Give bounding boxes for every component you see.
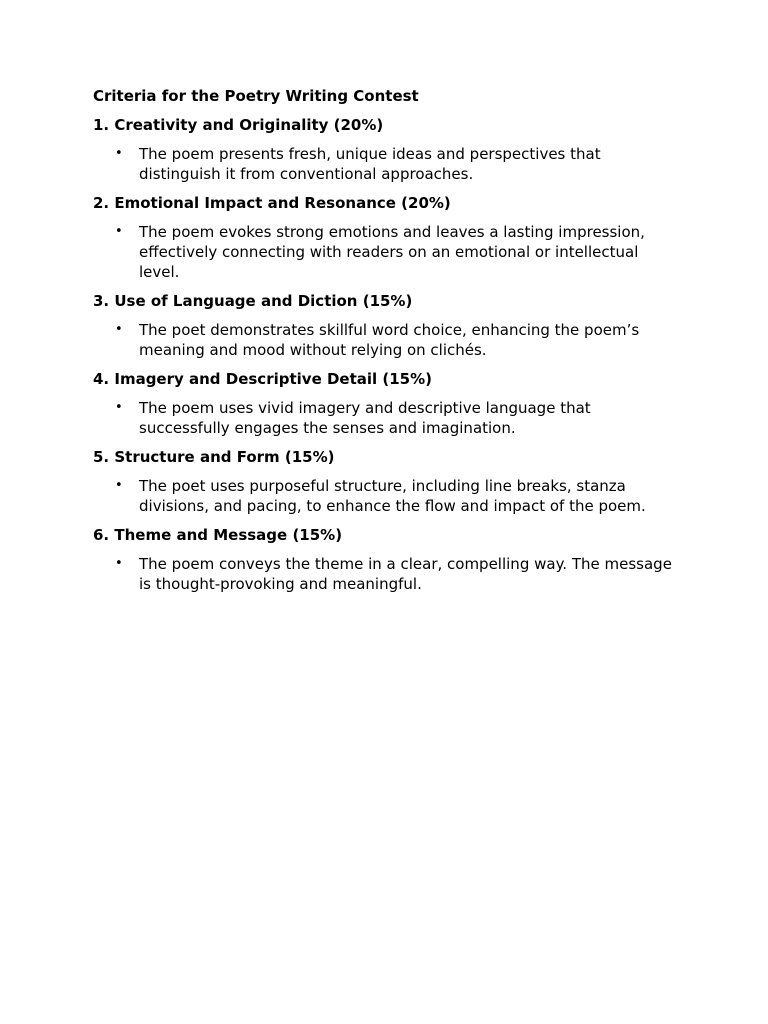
bullet-icon: • <box>115 146 123 161</box>
criterion-description <box>93 554 673 594</box>
document-page <box>93 86 673 603</box>
criterion-heading: 4. Imagery and Descriptive Detail (15%) <box>93 370 433 388</box>
criterion-description <box>93 398 673 438</box>
criterion-heading: 5. Structure and Form (15%) <box>93 448 335 466</box>
criterion-heading: 1. Creativity and Originality (20%) <box>93 116 384 134</box>
criterion-description <box>93 476 673 516</box>
criterion-creativity <box>93 115 673 184</box>
criterion-description-text: The poet demonstrates skillful word choice, enhancing the poem’s meaning and mood without relying on clichés. <box>139 321 640 359</box>
criterion-imagery <box>93 369 673 438</box>
bullet-icon: • <box>115 322 123 337</box>
criterion-description-text: The poem uses vivid imagery and descriptive language that successfully engages the senses and imagination. <box>139 399 591 437</box>
criterion-description-text: The poem evokes strong emotions and leaves a lasting impression, effectively connecting with readers on an emotional or intellectual level. <box>139 223 645 281</box>
criterion-emotional-impact <box>93 193 673 282</box>
criterion-bullet-list <box>93 554 673 594</box>
criterion-bullet-list <box>93 320 673 360</box>
criterion-heading: 3. Use of Language and Diction (15%) <box>93 292 413 310</box>
criterion-description-text: The poet uses purposeful structure, including line breaks, stanza divisions, and pacing, to enhance the flow and impact of the poem. <box>139 477 646 515</box>
criterion-description-text: The poem conveys the theme in a clear, compelling way. The message is thought-provoking and meaningful. <box>139 555 672 593</box>
criterion-bullet-list <box>93 222 673 282</box>
criterion-bullet-list <box>93 476 673 516</box>
criterion-description <box>93 320 673 360</box>
bullet-icon: • <box>115 478 123 493</box>
criterion-heading: 6. Theme and Message (15%) <box>93 526 343 544</box>
criterion-description <box>93 144 673 184</box>
criterion-language-diction <box>93 291 673 360</box>
criterion-bullet-list <box>93 398 673 438</box>
criterion-description <box>93 222 673 282</box>
document-title: Criteria for the Poetry Writing Contest <box>93 87 419 105</box>
criterion-theme-message <box>93 525 673 594</box>
criterion-bullet-list <box>93 144 673 184</box>
criterion-structure-form <box>93 447 673 516</box>
bullet-icon: • <box>115 400 123 415</box>
criterion-description-text: The poem presents fresh, unique ideas and perspectives that distinguish it from conventional approaches. <box>139 145 601 183</box>
bullet-icon: • <box>115 556 123 571</box>
bullet-icon: • <box>115 224 123 239</box>
criterion-heading: 2. Emotional Impact and Resonance (20%) <box>93 194 451 212</box>
